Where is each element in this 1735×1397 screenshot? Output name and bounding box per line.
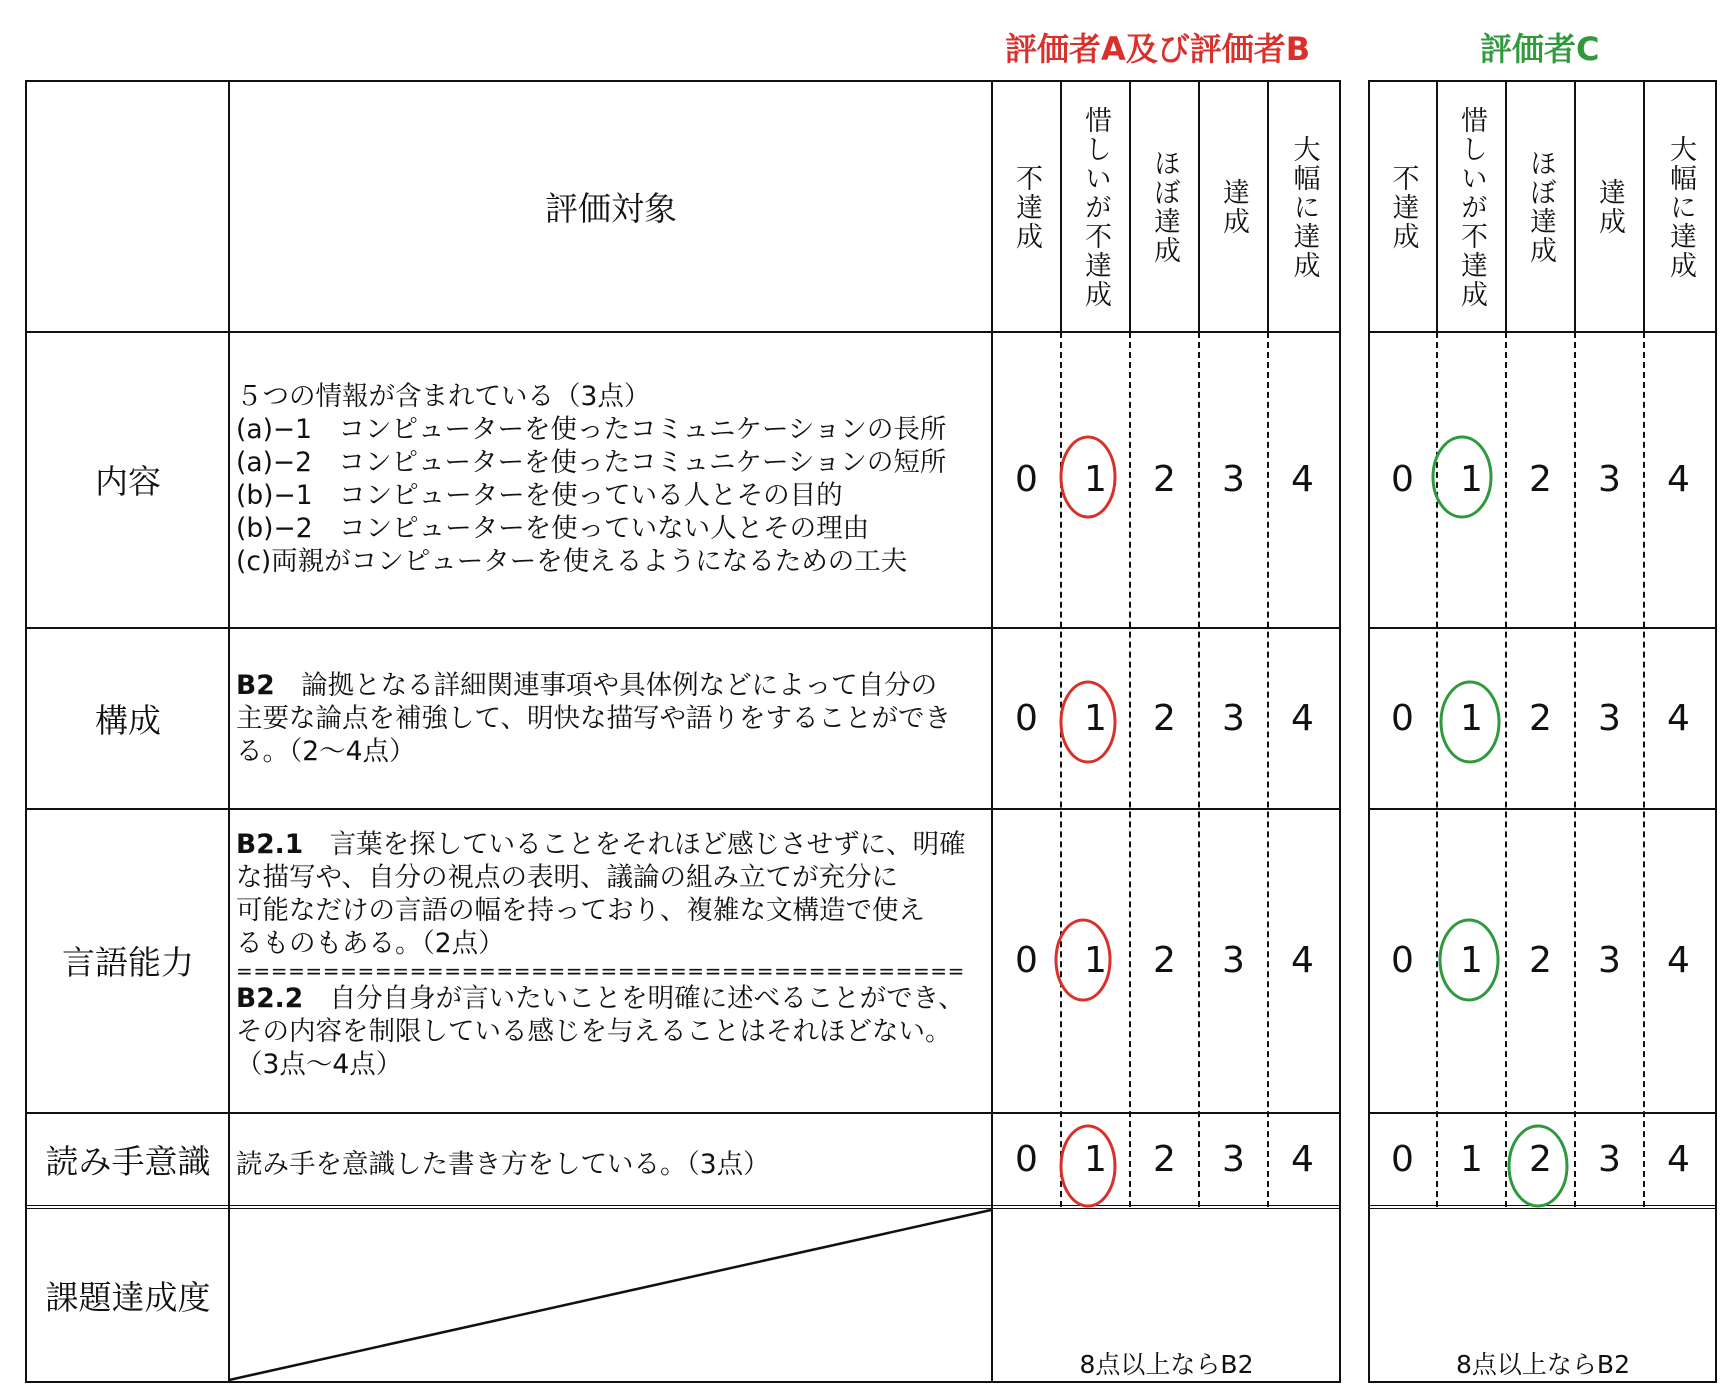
selection-circle-c-0 [1430, 432, 1494, 522]
category-reader: 読み手意識 [45, 1141, 211, 1181]
score-c-3-4: 4 [1667, 1138, 1690, 1180]
score-c-2-3: 3 [1598, 940, 1621, 981]
desc-content: ５つの情報が含まれている（3点） (a)−1 コンピューターを使ったコミュニケーションの長所 (a)−2 コンピューターを使ったコミュニケーションの短所 (b)−1 コンピューターを使っている人とその目的 (b)−2 コンピューターを使っていない人とその理由 (c)両親がコンピューターを使えるようになるための工夫 [236, 381, 947, 577]
desc-language: B2.1 言葉を探していることをそれほど感じさせずに、明確 な描写や、自分の視点の表明、議論の組み立てが充分に 可能なだけの言語の幅を持っており、複雑な文構造で使え るものもある。（2点） ========================================== B2.2 自分自身が言いたいことを明確に述べることができ、 その内容を制限している感じを与えることはそれほどない。 （3点～4点） [236, 829, 966, 1080]
selection-circle-ab-3 [1058, 1121, 1118, 1211]
score-ab-1-1: 1 [1084, 697, 1107, 739]
level-header-c-3: 達成 [1594, 178, 1625, 236]
rater-ab-title: 評価者A及び評価者B [1005, 30, 1311, 68]
threshold-note-ab: 8点以上ならB2 [1079, 1350, 1254, 1379]
score-c-0-3: 3 [1598, 459, 1621, 500]
score-c-3-0: 0 [1391, 1138, 1414, 1180]
score-ab-2-1: 1 [1084, 940, 1107, 981]
score-ab-1-3: 3 [1222, 697, 1245, 739]
diagonal-slash [229, 1208, 992, 1382]
score-ab-2-2: 2 [1153, 940, 1176, 981]
level-header-c-0: 不達成 [1387, 163, 1419, 251]
selection-circle-ab-0 [1058, 432, 1118, 522]
score-ab-3-0: 0 [1015, 1138, 1038, 1180]
score-ab-3-3: 3 [1222, 1138, 1245, 1180]
level-header-ab-2: ほぼ達成 [1149, 149, 1180, 265]
score-c-1-2: 2 [1529, 697, 1552, 739]
category-achievement: 課題達成度 [45, 1277, 211, 1317]
score-ab-2-4: 4 [1291, 940, 1314, 981]
score-ab-1-4: 4 [1291, 697, 1314, 739]
score-c-0-2: 2 [1529, 459, 1552, 500]
score-ab-0-1: 1 [1084, 459, 1107, 500]
level-header-c-2: ほぼ達成 [1525, 149, 1556, 265]
level-header-ab-0: 不達成 [1011, 163, 1042, 251]
target-header: 評価対象 [545, 188, 677, 228]
score-c-3-3: 3 [1598, 1138, 1621, 1180]
score-c-3-1: 1 [1460, 1138, 1483, 1180]
score-c-1-1: 1 [1460, 697, 1483, 739]
score-ab-2-0: 0 [1015, 940, 1038, 981]
level-header-c-4: 大幅に達成 [1665, 134, 1696, 280]
score-ab-0-0: 0 [1015, 459, 1038, 500]
score-c-1-0: 0 [1391, 697, 1414, 739]
score-c-0-0: 0 [1391, 459, 1414, 500]
score-ab-0-3: 3 [1222, 459, 1245, 500]
selection-circle-c-2 [1437, 915, 1501, 1005]
threshold-note-c: 8点以上ならB2 [1456, 1350, 1630, 1379]
score-ab-2-3: 3 [1222, 940, 1245, 981]
score-c-2-0: 0 [1391, 940, 1414, 981]
rater-c-title: 評価者C [1480, 30, 1600, 68]
score-ab-0-2: 2 [1153, 459, 1176, 500]
selection-circle-c-1 [1438, 677, 1502, 767]
score-c-3-2: 2 [1529, 1138, 1552, 1180]
desc-structure: B2 論拠となる詳細関連事項や具体例などによって自分の 主要な論点を補強して、明快な描写や語りをすることができ る。（2～4点） [236, 670, 951, 767]
score-ab-1-2: 2 [1153, 697, 1176, 739]
score-ab-3-2: 2 [1153, 1138, 1176, 1180]
level-header-ab-3: 達成 [1218, 178, 1249, 236]
selection-circle-ab-1 [1058, 677, 1118, 767]
category-structure: 構成 [95, 700, 161, 740]
category-content: 内容 [95, 462, 161, 501]
score-c-2-1: 1 [1460, 940, 1483, 981]
score-ab-3-4: 4 [1291, 1138, 1314, 1180]
selection-circle-c-3 [1506, 1121, 1570, 1211]
level-header-c-1: 惜しいが不達成 [1456, 105, 1487, 309]
category-language: 言語能力 [62, 943, 194, 982]
level-header-ab-1: 惜しいが不達成 [1080, 105, 1111, 309]
score-ab-1-0: 0 [1015, 697, 1038, 739]
score-c-2-2: 2 [1529, 940, 1552, 981]
score-c-1-3: 3 [1598, 697, 1621, 739]
score-c-0-1: 1 [1460, 459, 1483, 500]
score-ab-3-1: 1 [1084, 1138, 1107, 1180]
score-ab-0-4: 4 [1291, 459, 1314, 500]
selection-circle-ab-2 [1053, 915, 1113, 1005]
score-c-2-4: 4 [1667, 940, 1690, 981]
score-c-1-4: 4 [1667, 697, 1690, 739]
desc-reader: 読み手を意識した書き方をしている。（3点） [236, 1149, 770, 1180]
score-c-0-4: 4 [1667, 459, 1690, 500]
level-header-ab-4: 大幅に達成 [1288, 134, 1320, 280]
